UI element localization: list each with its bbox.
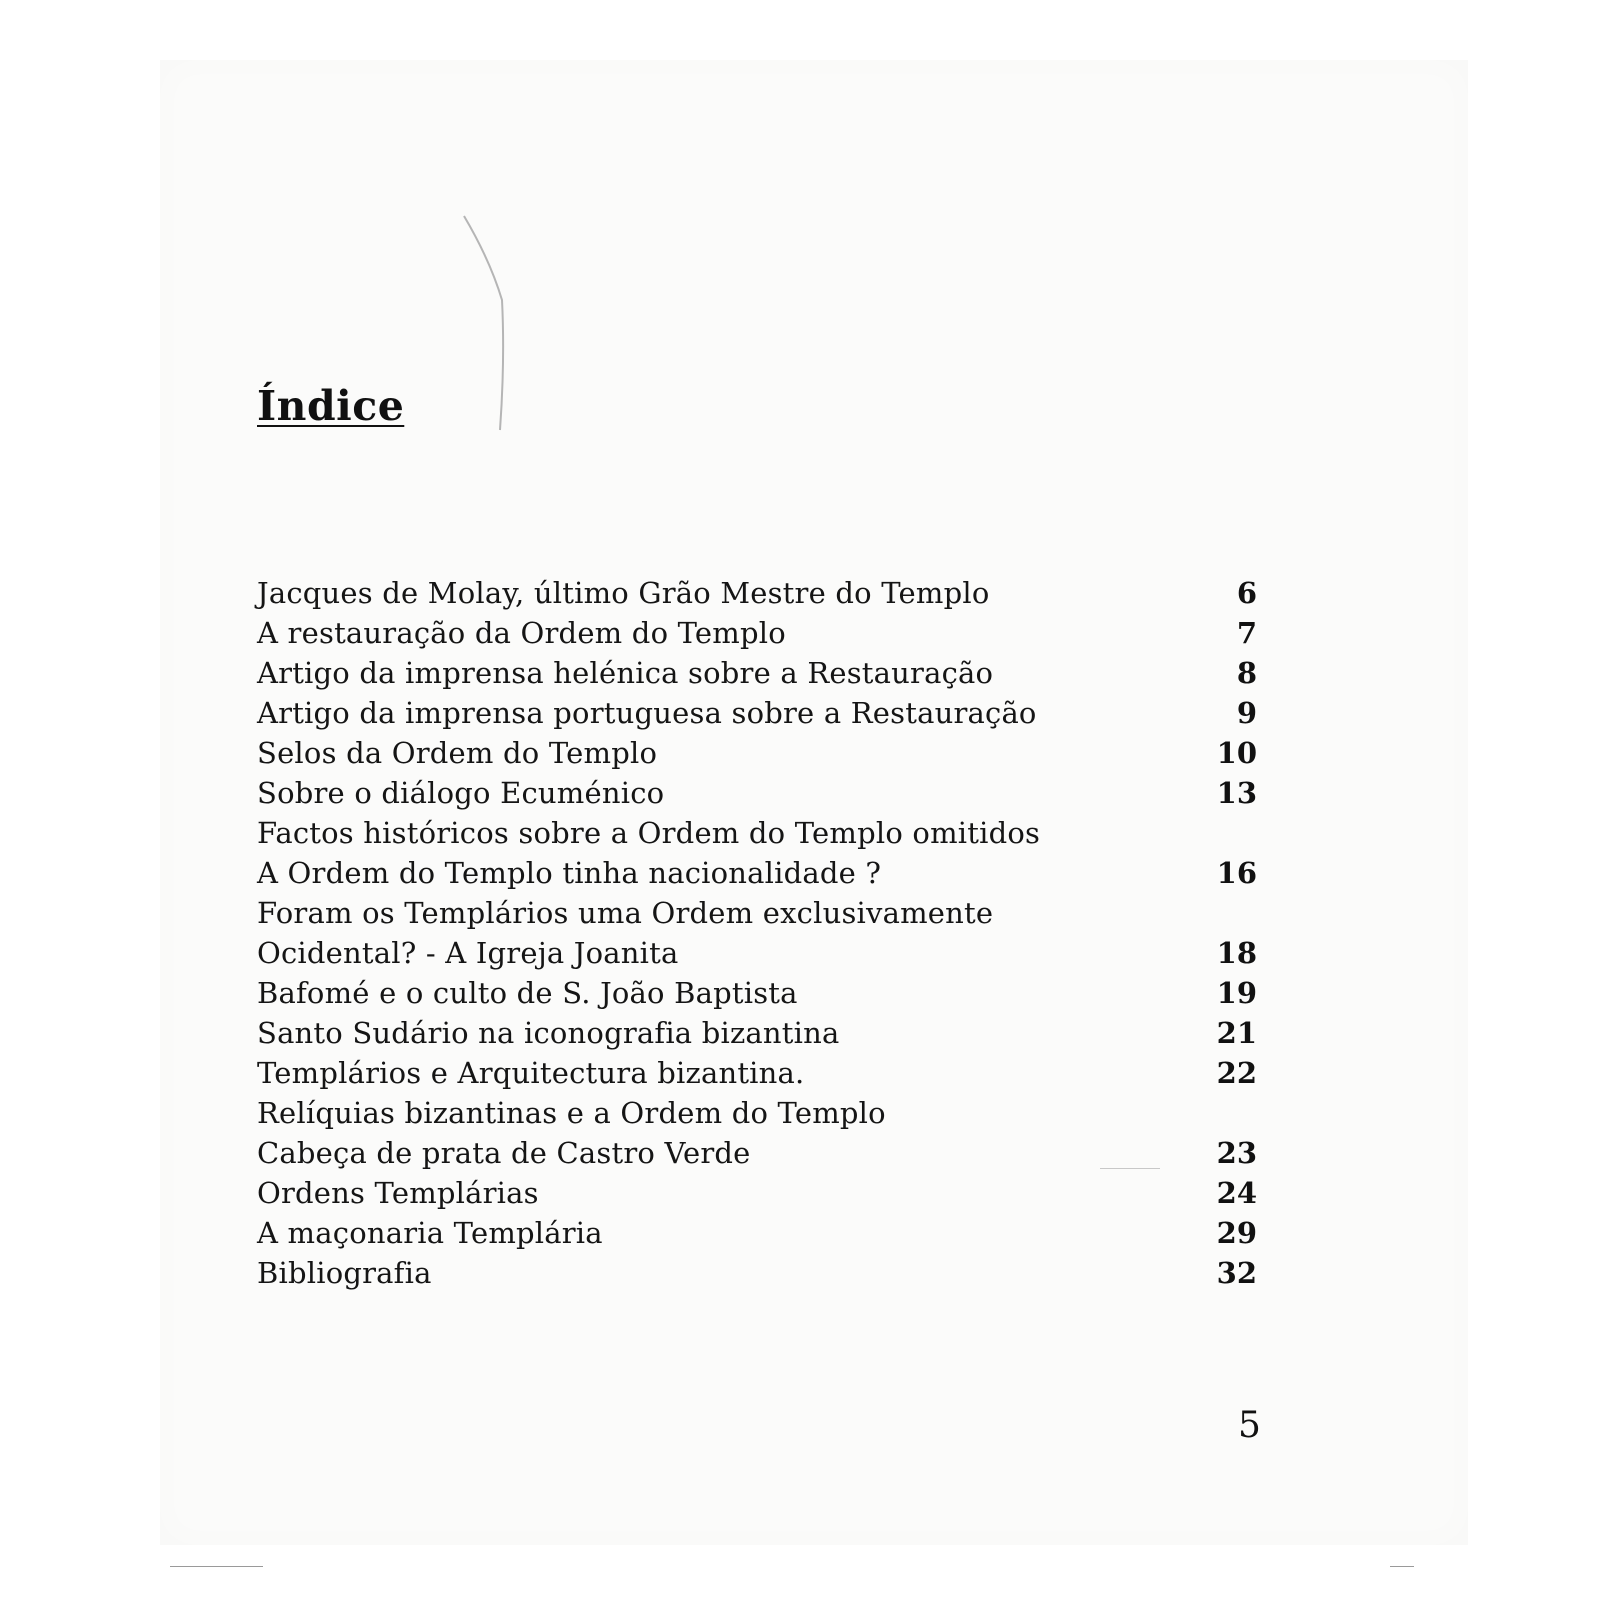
toc-entry bbox=[257, 773, 1257, 813]
toc-entry-title: Sobre o diálogo Ecuménico bbox=[257, 776, 665, 810]
index-title: Índice bbox=[257, 382, 405, 430]
toc-entry-page: 32 bbox=[1216, 1256, 1257, 1290]
table-of-contents bbox=[257, 573, 1257, 1293]
toc-entry-page: 29 bbox=[1216, 1216, 1257, 1250]
toc-entry-title: Artigo da imprensa portuguesa sobre a Restauração bbox=[257, 696, 1037, 730]
toc-entry-title: Templários e Arquitectura bizantina. bbox=[257, 1056, 805, 1090]
toc-entry bbox=[257, 973, 1257, 1013]
toc-entry bbox=[257, 733, 1257, 773]
toc-entry bbox=[257, 573, 1257, 613]
toc-entry-title: Foram os Templários uma Ordem exclusivamente bbox=[257, 896, 994, 930]
toc-entry-page: 13 bbox=[1216, 776, 1257, 810]
toc-entry-page: 10 bbox=[1216, 736, 1257, 770]
toc-entry-title: Relíquias bizantinas e a Ordem do Templo bbox=[257, 1096, 886, 1130]
toc-entry bbox=[257, 1173, 1257, 1213]
toc-entry-page: 18 bbox=[1216, 936, 1257, 970]
toc-entry-title: Ocidental? - A Igreja Joanita bbox=[257, 936, 679, 970]
toc-entry bbox=[257, 1053, 1257, 1093]
toc-entry bbox=[257, 1093, 1257, 1133]
toc-entry-page: 6 bbox=[1236, 576, 1257, 610]
page-number: 5 bbox=[1238, 1405, 1261, 1446]
toc-entry-title: Bibliografia bbox=[257, 1256, 432, 1290]
toc-entry-page: 9 bbox=[1236, 696, 1257, 730]
toc-entry-title: Ordens Templárias bbox=[257, 1176, 539, 1210]
crop-mark-left bbox=[170, 1566, 263, 1567]
toc-entry-page: 8 bbox=[1236, 656, 1257, 690]
toc-entry-page: 21 bbox=[1216, 1016, 1257, 1050]
toc-entry-page: 23 bbox=[1216, 1136, 1257, 1170]
toc-entry-title: Selos da Ordem do Templo bbox=[257, 736, 658, 770]
smudge-mark bbox=[1100, 1168, 1160, 1169]
toc-entry-title: Jacques de Molay, último Grão Mestre do Templo bbox=[257, 576, 990, 610]
toc-entry-title: Santo Sudário na iconografia bizantina bbox=[257, 1016, 840, 1050]
toc-entry bbox=[257, 1013, 1257, 1053]
toc-entry bbox=[257, 853, 1257, 893]
toc-entry-page: 22 bbox=[1216, 1056, 1257, 1090]
toc-entry-title: Cabeça de prata de Castro Verde bbox=[257, 1136, 751, 1170]
crop-mark-right bbox=[1390, 1566, 1414, 1567]
toc-entry bbox=[257, 613, 1257, 653]
toc-entry-page: 24 bbox=[1216, 1176, 1257, 1210]
toc-entry bbox=[257, 893, 1257, 933]
toc-entry bbox=[257, 693, 1257, 733]
toc-entry bbox=[257, 813, 1257, 853]
toc-entry-page: 19 bbox=[1216, 976, 1257, 1010]
toc-entry bbox=[257, 1253, 1257, 1293]
toc-entry bbox=[257, 653, 1257, 693]
toc-entry-title: Artigo da imprensa helénica sobre a Restauração bbox=[257, 656, 994, 690]
toc-entry-page: 7 bbox=[1236, 616, 1257, 650]
toc-entry-title: A maçonaria Templária bbox=[257, 1216, 603, 1250]
toc-entry-title: Factos históricos sobre a Ordem do Templo omitidos bbox=[257, 816, 1041, 850]
toc-entry-page: 16 bbox=[1216, 856, 1257, 890]
toc-entry-title: Bafomé e o culto de S. João Baptista bbox=[257, 976, 798, 1010]
toc-entry-title: A restauração da Ordem do Templo bbox=[257, 616, 786, 650]
toc-entry bbox=[257, 1133, 1257, 1173]
toc-entry bbox=[257, 1213, 1257, 1253]
toc-entry-title: A Ordem do Templo tinha nacionalidade ? bbox=[257, 856, 882, 890]
toc-entry bbox=[257, 933, 1257, 973]
scanned-page bbox=[160, 60, 1468, 1545]
